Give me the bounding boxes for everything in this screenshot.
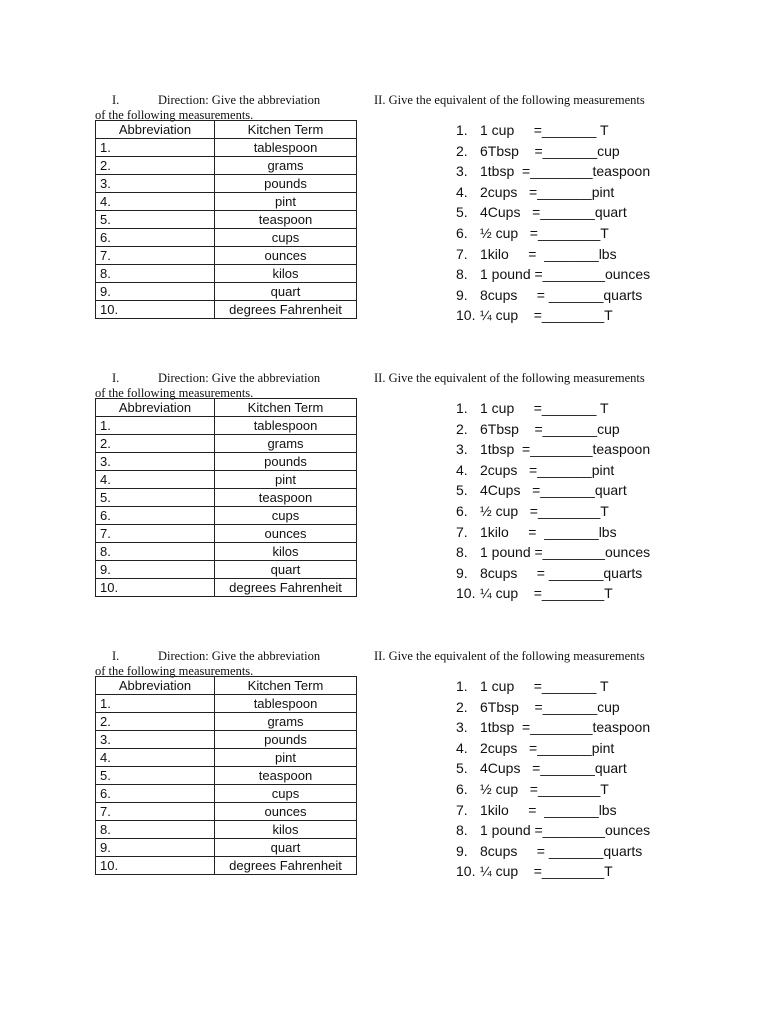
item-text: 1tbsp =________teaspoon [480,719,651,736]
kitchen-term-cell: ounces [215,803,357,821]
abbreviation-cell[interactable]: 10. [96,301,215,319]
item-number: 5. [456,204,468,221]
abbreviation-cell[interactable]: 7. [96,247,215,265]
direction-text-line2: of the following measurements. [95,386,254,400]
abbreviation-cell[interactable]: 10. [96,579,215,597]
direction-text-line1: Direction: Give the abbreviation [158,93,321,107]
equivalents-list [456,676,696,882]
equivalent-item[interactable] [456,460,696,481]
abbreviation-cell[interactable]: 6. [96,507,215,525]
kitchen-term-cell: teaspoon [215,767,357,785]
equivalent-item[interactable] [456,738,696,759]
item-text: 2cups =_______pint [480,183,615,200]
kitchen-term-cell: grams [215,435,357,453]
table-row [96,749,357,767]
part-numeral: I. [112,649,120,663]
item-text: ½ cup =________T [480,780,609,797]
table-row [96,265,357,283]
abbreviation-cell[interactable]: 2. [96,435,215,453]
worksheet-section [0,93,768,353]
equivalent-item[interactable] [456,244,696,265]
table-row [96,175,357,193]
equivalent-item[interactable] [456,779,696,800]
abbreviation-cell[interactable]: 3. [96,453,215,471]
item-text: 1 cup =_______ T [480,400,609,416]
kitchen-term-cell: cups [215,229,357,247]
kitchen-term-cell: grams [215,157,357,175]
kitchen-term-cell: kilos [215,821,357,839]
table-row [96,785,357,803]
direction-text-line1: Direction: Give the abbreviation [158,371,321,385]
kitchen-term-cell: kilos [215,265,357,283]
abbreviation-cell[interactable]: 9. [96,839,215,857]
abbreviation-cell[interactable]: 1. [96,695,215,713]
kitchen-terms-table [95,120,357,319]
abbreviation-cell[interactable]: 2. [96,157,215,175]
table-row [96,453,357,471]
kitchen-term-cell: tablespoon [215,695,357,713]
item-number: 3. [456,441,468,458]
item-number: 6. [456,224,468,241]
table-row [96,695,357,713]
direction-part-two: II. Give the equivalent of the following measurements [374,371,645,385]
abbreviation-cell[interactable]: 8. [96,543,215,561]
equivalent-item[interactable] [456,841,696,862]
direction-part-one [95,93,365,123]
item-number: 6. [456,780,468,797]
equivalent-item[interactable] [456,120,696,141]
abbreviation-cell[interactable]: 7. [96,525,215,543]
item-text: 2cups =_______pint [480,739,615,756]
table-row [96,579,357,597]
item-number: 1. [456,400,468,416]
kitchen-term-cell: pint [215,749,357,767]
table-row [96,821,357,839]
item-text: 1 pound =________ounces [480,266,651,283]
kitchen-term-cell: tablespoon [215,139,357,157]
direction-text-line1: Direction: Give the abbreviation [158,649,321,663]
kitchen-term-cell: grams [215,713,357,731]
kitchen-term-cell: quart [215,283,357,301]
abbreviation-cell[interactable]: 2. [96,713,215,731]
table-row [96,731,357,749]
item-number: 10. [456,307,476,324]
kitchen-term-cell: kilos [215,543,357,561]
abbreviation-cell[interactable]: 5. [96,211,215,229]
item-number: 4. [456,739,468,756]
direction-text-line2: of the following measurements. [95,664,254,678]
abbreviation-cell[interactable]: 8. [96,265,215,283]
table-row [96,803,357,821]
item-text: 6Tbsp =_______cup [480,698,620,715]
item-number: 4. [456,183,468,200]
item-text: 1tbsp =________teaspoon [480,163,651,180]
item-text: 1kilo = _______lbs [480,245,617,262]
item-text: 4Cups =_______quart [480,204,627,221]
item-text: 8cups = _______quarts [480,564,643,581]
item-text: 1 pound =________ounces [480,822,651,839]
table-row [96,301,357,319]
equivalent-item[interactable] [456,800,696,821]
item-number: 3. [456,163,468,180]
equivalent-item[interactable] [456,758,696,779]
direction-part-two: II. Give the equivalent of the following measurements [374,649,645,663]
kitchen-term-cell: degrees Fahrenheit [215,857,357,875]
item-text: ½ cup =________T [480,502,609,519]
abbreviation-cell[interactable]: 3. [96,731,215,749]
item-number: 9. [456,842,468,859]
kitchen-term-cell: quart [215,561,357,579]
abbreviation-cell[interactable]: 4. [96,471,215,489]
table-header-abbreviation: Abbreviation [96,677,215,695]
table-row [96,417,357,435]
item-text: 1tbsp =________teaspoon [480,441,651,458]
equivalents-list [456,398,696,604]
part-numeral: I. [112,371,120,385]
item-number: 8. [456,266,468,283]
kitchen-term-cell: quart [215,839,357,857]
abbreviation-cell[interactable]: 6. [96,785,215,803]
table-header-kitchen-term: Kitchen Term [215,399,357,417]
table-row [96,247,357,265]
equivalent-item[interactable] [456,583,696,604]
item-number: 1. [456,122,468,138]
kitchen-term-cell: ounces [215,525,357,543]
equivalent-item[interactable] [456,501,696,522]
table-row [96,857,357,875]
equivalent-item[interactable] [456,223,696,244]
abbreviation-cell[interactable]: 1. [96,417,215,435]
abbreviation-cell[interactable]: 3. [96,175,215,193]
table-row [96,525,357,543]
table-header-abbreviation: Abbreviation [96,399,215,417]
item-text: 1 cup =_______ T [480,122,609,138]
equivalent-item[interactable] [456,141,696,162]
item-text: 1kilo = _______lbs [480,801,617,818]
equivalent-item[interactable] [456,820,696,841]
equivalent-item[interactable] [456,161,696,182]
equivalent-item[interactable] [456,542,696,563]
item-text: 1 cup =_______ T [480,678,609,694]
table-row [96,839,357,857]
item-text: ¼ cup =________T [480,863,613,880]
abbreviation-cell[interactable]: 8. [96,821,215,839]
direction-text-line2: of the following measurements. [95,108,254,122]
item-number: 1. [456,678,468,694]
kitchen-term-cell: teaspoon [215,489,357,507]
abbreviation-cell[interactable]: 9. [96,561,215,579]
item-text: 6Tbsp =_______cup [480,420,620,437]
part-numeral: I. [112,93,120,107]
item-text: 2cups =_______pint [480,461,615,478]
abbreviation-cell[interactable]: 6. [96,229,215,247]
item-text: ½ cup =________T [480,224,609,241]
item-text: 4Cups =_______quart [480,760,627,777]
kitchen-term-cell: cups [215,785,357,803]
abbreviation-cell[interactable]: 5. [96,489,215,507]
item-number: 10. [456,863,476,880]
abbreviation-cell[interactable]: 7. [96,803,215,821]
equivalent-item[interactable] [456,697,696,718]
item-text: 1 pound =________ounces [480,544,651,561]
equivalent-item[interactable] [456,480,696,501]
equivalent-item[interactable] [456,398,696,419]
equivalent-item[interactable] [456,522,696,543]
equivalent-item[interactable] [456,264,696,285]
equivalent-item[interactable] [456,202,696,223]
equivalent-item[interactable] [456,305,696,326]
item-number: 5. [456,760,468,777]
kitchen-term-cell: pounds [215,453,357,471]
abbreviation-cell[interactable]: 1. [96,139,215,157]
kitchen-term-cell: tablespoon [215,417,357,435]
worksheet-section [0,649,768,909]
item-number: 9. [456,564,468,581]
kitchen-term-cell: ounces [215,247,357,265]
table-row [96,435,357,453]
abbreviation-cell[interactable]: 4. [96,749,215,767]
table-row [96,489,357,507]
abbreviation-cell[interactable]: 4. [96,193,215,211]
direction-part-two: II. Give the equivalent of the following measurements [374,93,645,107]
item-number: 8. [456,822,468,839]
table-row [96,471,357,489]
equivalent-item[interactable] [456,861,696,882]
table-header-kitchen-term: Kitchen Term [215,677,357,695]
item-number: 2. [456,142,468,159]
item-text: ¼ cup =________T [480,307,613,324]
kitchen-term-cell: pounds [215,731,357,749]
equivalent-item[interactable] [456,676,696,697]
item-number: 3. [456,719,468,736]
table-row [96,157,357,175]
kitchen-terms-table [95,676,357,875]
equivalent-item[interactable] [456,419,696,440]
kitchen-term-cell: degrees Fahrenheit [215,301,357,319]
item-number: 7. [456,523,468,540]
item-number: 6. [456,502,468,519]
item-number: 9. [456,286,468,303]
item-number: 5. [456,482,468,499]
table-row [96,713,357,731]
item-text: ¼ cup =________T [480,585,613,602]
table-row [96,543,357,561]
kitchen-term-cell: degrees Fahrenheit [215,579,357,597]
table-row [96,211,357,229]
equivalent-item[interactable] [456,285,696,306]
item-number: 7. [456,801,468,818]
abbreviation-cell[interactable]: 9. [96,283,215,301]
abbreviation-cell[interactable]: 10. [96,857,215,875]
equivalents-list [456,120,696,326]
kitchen-term-cell: cups [215,507,357,525]
equivalent-item[interactable] [456,717,696,738]
table-row [96,139,357,157]
item-text: 8cups = _______quarts [480,842,643,859]
table-row [96,229,357,247]
table-row [96,193,357,211]
item-text: 6Tbsp =_______cup [480,142,620,159]
kitchen-terms-table [95,398,357,597]
direction-part-one [95,649,365,679]
item-number: 4. [456,461,468,478]
abbreviation-cell[interactable]: 5. [96,767,215,785]
equivalent-item[interactable] [456,182,696,203]
equivalent-item[interactable] [456,563,696,584]
item-text: 4Cups =_______quart [480,482,627,499]
kitchen-term-cell: teaspoon [215,211,357,229]
table-row [96,283,357,301]
item-number: 7. [456,245,468,262]
kitchen-term-cell: pint [215,193,357,211]
direction-part-one [95,371,365,401]
table-row [96,561,357,579]
item-number: 2. [456,420,468,437]
kitchen-term-cell: pounds [215,175,357,193]
item-text: 1kilo = _______lbs [480,523,617,540]
table-header-abbreviation: Abbreviation [96,121,215,139]
item-number: 10. [456,585,476,602]
table-header-kitchen-term: Kitchen Term [215,121,357,139]
item-number: 2. [456,698,468,715]
item-number: 8. [456,544,468,561]
table-row [96,507,357,525]
equivalent-item[interactable] [456,439,696,460]
kitchen-term-cell: pint [215,471,357,489]
worksheet-section [0,371,768,631]
item-text: 8cups = _______quarts [480,286,643,303]
table-row [96,767,357,785]
